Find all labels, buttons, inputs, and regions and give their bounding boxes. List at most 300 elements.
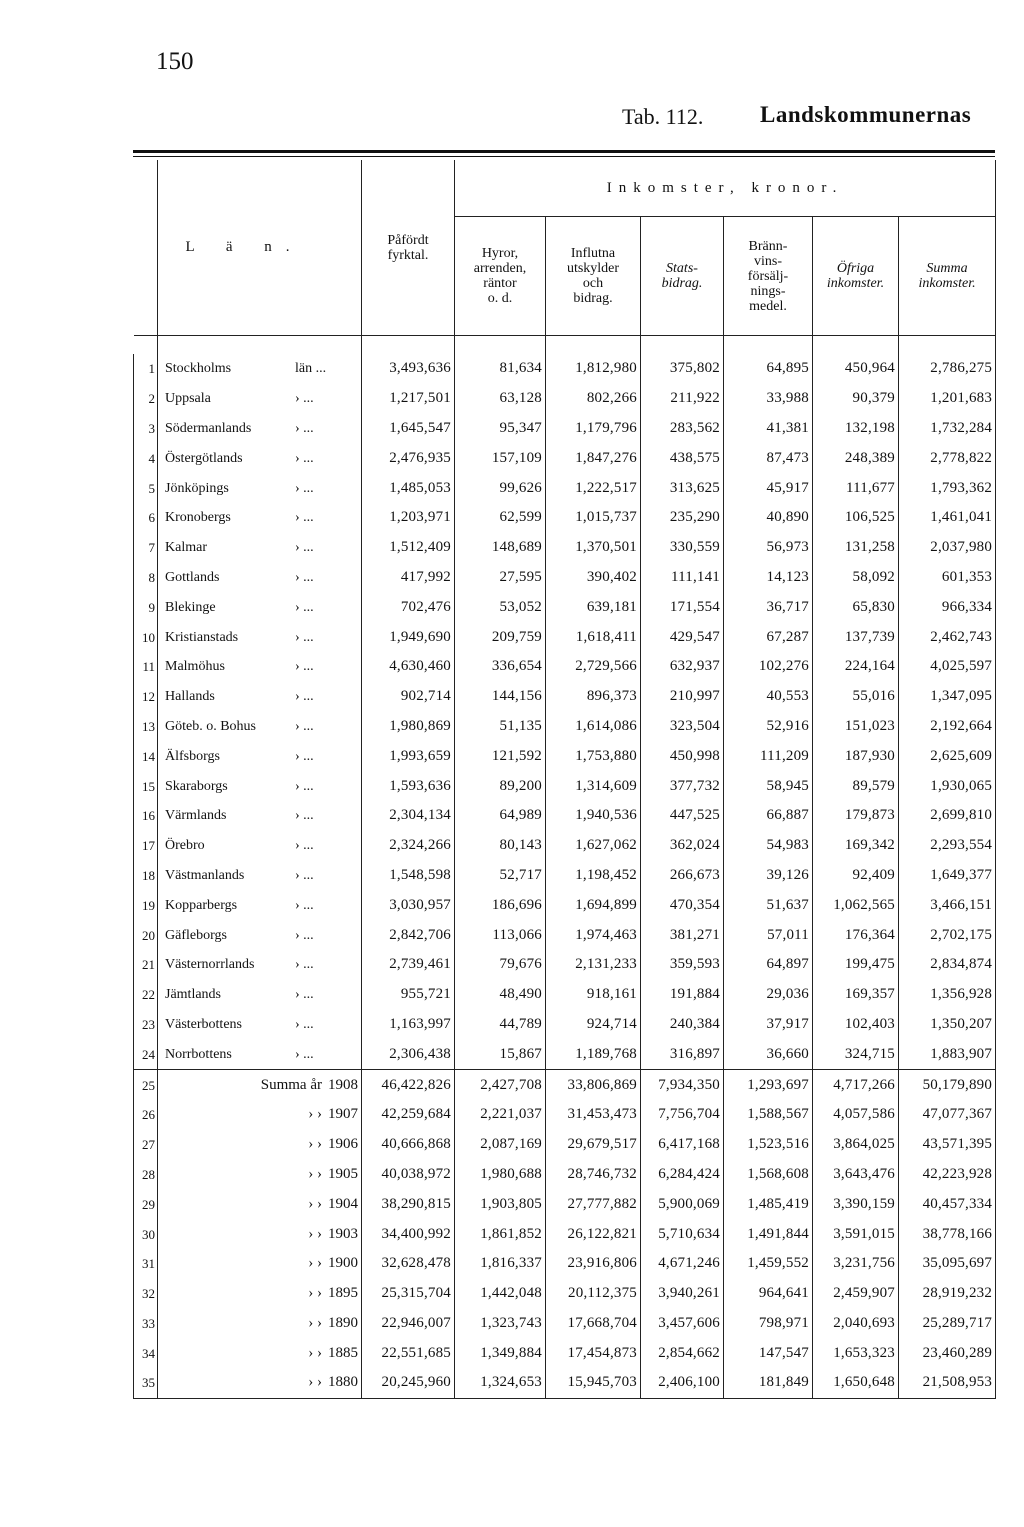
value-cell: 1,548,598 <box>362 861 455 891</box>
value-cell: 40,457,334 <box>899 1189 996 1219</box>
value-cell: 51,135 <box>455 712 546 742</box>
summary-label: Summa år <box>260 1076 322 1093</box>
value-cell: 26,122,821 <box>546 1219 641 1249</box>
value-cell: 80,143 <box>455 831 546 861</box>
value-cell: 210,997 <box>641 682 724 712</box>
row-number: 10 <box>134 622 158 652</box>
value-cell: 28,746,732 <box>546 1160 641 1190</box>
lan-cell <box>158 533 362 563</box>
column-header-line: arrenden, <box>473 261 527 276</box>
row-number: 9 <box>134 592 158 622</box>
value-cell: 1,523,516 <box>724 1130 813 1160</box>
value-cell: 3,940,261 <box>641 1279 724 1309</box>
lan-suffix: › ... <box>295 569 314 585</box>
value-cell: 41,381 <box>724 414 813 444</box>
table-row <box>134 503 996 533</box>
lan-name: Skaraborgs <box>165 778 228 794</box>
summary-year: 1906 <box>328 1136 358 1153</box>
value-cell: 20,112,375 <box>546 1279 641 1309</box>
value-cell: 313,625 <box>641 473 724 503</box>
row-number: 23 <box>134 1010 158 1040</box>
value-cell: 52,916 <box>724 712 813 742</box>
value-cell: 79,676 <box>455 950 546 980</box>
value-cell: 2,221,037 <box>455 1100 546 1130</box>
lan-cell <box>158 831 362 861</box>
value-cell: 2,476,935 <box>362 443 455 473</box>
pafordt-header <box>362 160 455 336</box>
value-cell: 470,354 <box>641 890 724 920</box>
column-header-line: Bränn- <box>748 238 788 254</box>
column-header-line: och <box>582 276 604 291</box>
value-cell: 240,384 <box>641 1010 724 1040</box>
summary-year: 1880 <box>328 1374 358 1391</box>
value-cell: 2,739,461 <box>362 950 455 980</box>
value-cell: 1,940,536 <box>546 801 641 831</box>
value-cell: 1,949,690 <box>362 622 455 652</box>
value-cell: 7,756,704 <box>641 1100 724 1130</box>
value-cell: 3,466,151 <box>899 890 996 920</box>
column-header-line: räntor <box>483 276 517 291</box>
lan-name: Stockholms <box>165 361 232 377</box>
lan-suffix: › ... <box>295 778 314 794</box>
column-header-line: vins- <box>754 253 782 269</box>
lan-name: Västerbottens <box>165 1016 242 1032</box>
table-row <box>134 622 996 652</box>
lan-cell <box>158 652 362 682</box>
value-cell: 37,917 <box>724 1010 813 1040</box>
value-cell: 40,666,868 <box>362 1130 455 1160</box>
spacer-cell <box>813 336 899 355</box>
value-cell: 1,588,567 <box>724 1100 813 1130</box>
table-row <box>134 980 996 1010</box>
value-cell: 56,973 <box>724 533 813 563</box>
value-cell: 447,525 <box>641 801 724 831</box>
value-cell: 1,650,648 <box>813 1368 899 1398</box>
row-number: 25 <box>134 1070 158 1100</box>
value-cell: 2,842,706 <box>362 920 455 950</box>
spacer-cell <box>134 336 158 355</box>
summary-row <box>134 1219 996 1249</box>
value-cell: 966,334 <box>899 592 996 622</box>
value-cell: 64,897 <box>724 950 813 980</box>
value-cell: 53,052 <box>455 592 546 622</box>
lan-suffix: › ... <box>295 897 314 913</box>
summary-row <box>134 1309 996 1339</box>
year-cell <box>158 1249 362 1279</box>
lan-cell <box>158 622 362 652</box>
value-cell: 15,867 <box>455 1039 546 1069</box>
value-cell: 62,599 <box>455 503 546 533</box>
lan-name: Kristianstads <box>165 629 239 645</box>
row-number: 1 <box>134 354 158 384</box>
value-cell: 34,400,992 <box>362 1219 455 1249</box>
lan-name: Kalmar <box>165 540 207 556</box>
value-cell: 336,654 <box>455 652 546 682</box>
value-cell: 4,630,460 <box>362 652 455 682</box>
value-cell: 40,553 <box>724 682 813 712</box>
summary-year: 1895 <box>328 1285 358 1302</box>
value-cell: 20,245,960 <box>362 1368 455 1398</box>
value-cell: 27,595 <box>455 563 546 593</box>
summary-year: 1904 <box>328 1195 358 1212</box>
value-cell: 2,087,169 <box>455 1130 546 1160</box>
value-cell: 23,916,806 <box>546 1249 641 1279</box>
column-header-line: bidrag. <box>573 291 613 306</box>
lan-cell <box>158 861 362 891</box>
value-cell: 3,493,636 <box>362 354 455 384</box>
summary-label: › › <box>308 1136 322 1153</box>
column-header-4 <box>724 217 813 336</box>
value-cell: 1,347,095 <box>899 682 996 712</box>
value-cell: 1,812,980 <box>546 354 641 384</box>
value-cell: 798,971 <box>724 1309 813 1339</box>
spacer-row <box>134 336 996 355</box>
value-cell: 4,025,597 <box>899 652 996 682</box>
value-cell: 39,126 <box>724 861 813 891</box>
table-row <box>134 801 996 831</box>
top-rule-thick <box>133 150 995 153</box>
value-cell: 2,854,662 <box>641 1338 724 1368</box>
value-cell: 64,895 <box>724 354 813 384</box>
value-cell: 359,593 <box>641 950 724 980</box>
row-number: 3 <box>134 414 158 444</box>
lan-suffix: › ... <box>295 927 314 943</box>
value-cell: 1,198,452 <box>546 861 641 891</box>
summary-year: 1900 <box>328 1255 358 1272</box>
table-row <box>134 1039 996 1069</box>
value-cell: 17,668,704 <box>546 1309 641 1339</box>
value-cell: 1,618,411 <box>546 622 641 652</box>
column-header-line: försälj- <box>747 268 789 284</box>
value-cell: 324,715 <box>813 1039 899 1069</box>
value-cell: 5,900,069 <box>641 1189 724 1219</box>
value-cell: 1,015,737 <box>546 503 641 533</box>
value-cell: 1,653,323 <box>813 1338 899 1368</box>
lan-cell <box>158 1039 362 1069</box>
value-cell: 330,559 <box>641 533 724 563</box>
statistics-table <box>133 160 996 1399</box>
table-row <box>134 920 996 950</box>
value-cell: 33,988 <box>724 384 813 414</box>
lan-name: Uppsala <box>165 391 211 407</box>
lan-name: Jönköpings <box>165 480 229 496</box>
value-cell: 58,945 <box>724 771 813 801</box>
row-number: 5 <box>134 473 158 503</box>
value-cell: 601,353 <box>899 563 996 593</box>
value-cell: 1,491,844 <box>724 1219 813 1249</box>
value-cell: 896,373 <box>546 682 641 712</box>
value-cell: 99,626 <box>455 473 546 503</box>
year-cell <box>158 1160 362 1190</box>
table-row <box>134 861 996 891</box>
summary-label: › › <box>308 1255 322 1272</box>
value-cell: 1,370,501 <box>546 533 641 563</box>
value-cell: 1,222,517 <box>546 473 641 503</box>
value-cell: 450,964 <box>813 354 899 384</box>
value-cell: 4,717,266 <box>813 1070 899 1100</box>
value-cell: 802,266 <box>546 384 641 414</box>
row-number: 19 <box>134 890 158 920</box>
lan-name: Hallands <box>165 689 215 705</box>
value-cell: 55,016 <box>813 682 899 712</box>
value-cell: 266,673 <box>641 861 724 891</box>
value-cell: 66,887 <box>724 801 813 831</box>
lan-cell <box>158 414 362 444</box>
column-header-line: bidrag. <box>661 276 703 291</box>
row-number: 35 <box>134 1368 158 1398</box>
lan-name: Kronobergs <box>165 510 231 526</box>
value-cell: 1,930,065 <box>899 771 996 801</box>
spacer-cell <box>455 336 546 355</box>
value-cell: 1,593,636 <box>362 771 455 801</box>
lan-suffix: › ... <box>295 957 314 973</box>
value-cell: 169,342 <box>813 831 899 861</box>
value-cell: 316,897 <box>641 1039 724 1069</box>
summary-row <box>134 1100 996 1130</box>
column-header-line: Summa <box>926 261 968 276</box>
value-cell: 181,849 <box>724 1368 813 1398</box>
spacer-cell <box>724 336 813 355</box>
column-header-5 <box>813 217 899 336</box>
value-cell: 25,289,717 <box>899 1309 996 1339</box>
lan-suffix: › ... <box>295 391 314 407</box>
row-number: 16 <box>134 801 158 831</box>
lan-name: Gottlands <box>165 569 220 585</box>
lan-name: Malmöhus <box>165 659 225 675</box>
value-cell: 2,192,664 <box>899 712 996 742</box>
value-cell: 47,077,367 <box>899 1100 996 1130</box>
value-cell: 42,259,684 <box>362 1100 455 1130</box>
lan-suffix: › ... <box>295 599 314 615</box>
lan-cell <box>158 950 362 980</box>
row-number-header <box>134 160 158 336</box>
value-cell: 1,201,683 <box>899 384 996 414</box>
table-row <box>134 890 996 920</box>
value-cell: 179,873 <box>813 801 899 831</box>
year-cell <box>158 1100 362 1130</box>
value-cell: 45,917 <box>724 473 813 503</box>
lan-cell <box>158 473 362 503</box>
table-row <box>134 443 996 473</box>
value-cell: 6,417,168 <box>641 1130 724 1160</box>
row-number: 29 <box>134 1189 158 1219</box>
value-cell: 1,883,907 <box>899 1039 996 1069</box>
lan-name: Västmanlands <box>165 867 245 883</box>
value-cell: 187,930 <box>813 741 899 771</box>
value-cell: 14,123 <box>724 563 813 593</box>
value-cell: 1,189,768 <box>546 1039 641 1069</box>
column-header-line: inkomster. <box>918 276 976 291</box>
value-cell: 38,290,815 <box>362 1189 455 1219</box>
row-number: 2 <box>134 384 158 414</box>
value-cell: 121,592 <box>455 741 546 771</box>
year-cell <box>158 1219 362 1249</box>
table-label: Tab. 112. <box>622 104 704 129</box>
row-number: 13 <box>134 712 158 742</box>
row-number: 31 <box>134 1249 158 1279</box>
lan-header: L ä n. <box>158 160 362 336</box>
value-cell: 1,203,971 <box>362 503 455 533</box>
lan-cell <box>158 920 362 950</box>
column-header-line: medel. <box>749 298 787 314</box>
lan-suffix: › ... <box>295 659 314 675</box>
table-title: Landskommunernas <box>760 102 972 127</box>
column-header-line: Influtna <box>570 246 616 261</box>
lan-name: Västernorrlands <box>165 957 255 973</box>
value-cell: 3,231,756 <box>813 1249 899 1279</box>
value-cell: 40,890 <box>724 503 813 533</box>
value-cell: 375,802 <box>641 354 724 384</box>
value-cell: 54,983 <box>724 831 813 861</box>
value-cell: 1,645,547 <box>362 414 455 444</box>
value-cell: 6,284,424 <box>641 1160 724 1190</box>
top-rule-thin <box>133 156 995 157</box>
value-cell: 2,131,233 <box>546 950 641 980</box>
summary-label: › › <box>308 1225 322 1242</box>
summary-row <box>134 1070 996 1100</box>
lan-name: Göteb. o. Bohus <box>165 718 256 734</box>
column-header-line: nings- <box>750 283 786 299</box>
value-cell: 2,293,554 <box>899 831 996 861</box>
table-row <box>134 712 996 742</box>
value-cell: 3,390,159 <box>813 1189 899 1219</box>
value-cell: 151,023 <box>813 712 899 742</box>
value-cell: 1,732,284 <box>899 414 996 444</box>
table-row <box>134 950 996 980</box>
lan-suffix: › ... <box>295 689 314 705</box>
value-cell: 169,357 <box>813 980 899 1010</box>
lan-suffix: › ... <box>295 450 314 466</box>
year-cell <box>158 1189 362 1219</box>
table-row <box>134 741 996 771</box>
row-number: 6 <box>134 503 158 533</box>
table-row <box>134 831 996 861</box>
value-cell: 2,834,874 <box>899 950 996 980</box>
value-cell: 955,721 <box>362 980 455 1010</box>
column-header-line: Stats- <box>666 261 698 276</box>
value-cell: 29,679,517 <box>546 1130 641 1160</box>
value-cell: 1,793,362 <box>899 473 996 503</box>
row-number: 33 <box>134 1309 158 1339</box>
value-cell: 3,030,957 <box>362 890 455 920</box>
table-row <box>134 563 996 593</box>
value-cell: 46,422,826 <box>362 1070 455 1100</box>
value-cell: 17,454,873 <box>546 1338 641 1368</box>
column-header-line: Öfriga <box>836 261 875 276</box>
value-cell: 52,717 <box>455 861 546 891</box>
value-cell: 22,946,007 <box>362 1309 455 1339</box>
row-number: 27 <box>134 1130 158 1160</box>
value-cell: 1,816,337 <box>455 1249 546 1279</box>
value-cell: 87,473 <box>724 443 813 473</box>
value-cell: 211,922 <box>641 384 724 414</box>
value-cell: 31,453,473 <box>546 1100 641 1130</box>
value-cell: 377,732 <box>641 771 724 801</box>
lan-cell <box>158 980 362 1010</box>
value-cell: 632,937 <box>641 652 724 682</box>
value-cell: 283,562 <box>641 414 724 444</box>
lan-name: Örebro <box>165 838 205 854</box>
value-cell: 235,290 <box>641 503 724 533</box>
summary-row <box>134 1368 996 1398</box>
value-cell: 2,786,275 <box>899 354 996 384</box>
row-number: 24 <box>134 1039 158 1069</box>
row-number: 15 <box>134 771 158 801</box>
lan-suffix: › ... <box>295 540 314 556</box>
value-cell: 2,306,438 <box>362 1039 455 1069</box>
summary-label: › › <box>308 1374 322 1391</box>
value-cell: 64,989 <box>455 801 546 831</box>
table-row <box>134 354 996 384</box>
value-cell: 2,037,980 <box>899 533 996 563</box>
value-cell: 1,324,653 <box>455 1368 546 1398</box>
lan-cell <box>158 354 362 384</box>
value-cell: 2,040,693 <box>813 1309 899 1339</box>
spacer-cell <box>158 336 362 355</box>
summary-label: › › <box>308 1165 322 1182</box>
value-cell: 1,512,409 <box>362 533 455 563</box>
value-cell: 113,066 <box>455 920 546 950</box>
year-cell <box>158 1279 362 1309</box>
value-cell: 417,992 <box>362 563 455 593</box>
value-cell: 1,847,276 <box>546 443 641 473</box>
value-cell: 42,223,928 <box>899 1160 996 1190</box>
lan-name: Norrbottens <box>165 1046 232 1062</box>
value-cell: 3,591,015 <box>813 1219 899 1249</box>
row-number: 21 <box>134 950 158 980</box>
value-cell: 1,980,869 <box>362 712 455 742</box>
pafordt-header-line: fyrktal. <box>387 247 429 263</box>
value-cell: 5,710,634 <box>641 1219 724 1249</box>
value-cell: 209,759 <box>455 622 546 652</box>
table-row <box>134 1010 996 1040</box>
lan-suffix: › ... <box>295 748 314 764</box>
summary-label: › › <box>308 1344 322 1361</box>
value-cell: 27,777,882 <box>546 1189 641 1219</box>
value-cell: 50,179,890 <box>899 1070 996 1100</box>
value-cell: 1,356,928 <box>899 980 996 1010</box>
spacer-cell <box>546 336 641 355</box>
value-cell: 902,714 <box>362 682 455 712</box>
column-header-line: utskylder <box>566 261 620 276</box>
value-cell: 924,714 <box>546 1010 641 1040</box>
value-cell: 1,980,688 <box>455 1160 546 1190</box>
lan-name: Södermanlands <box>165 420 252 436</box>
value-cell: 7,934,350 <box>641 1070 724 1100</box>
row-number: 28 <box>134 1160 158 1190</box>
value-cell: 40,038,972 <box>362 1160 455 1190</box>
value-cell: 3,643,476 <box>813 1160 899 1190</box>
lan-suffix: › ... <box>295 420 314 436</box>
row-number: 14 <box>134 741 158 771</box>
value-cell: 1,163,997 <box>362 1010 455 1040</box>
lan-suffix: › ... <box>295 987 314 1003</box>
value-cell: 918,161 <box>546 980 641 1010</box>
value-cell: 1,649,377 <box>899 861 996 891</box>
lan-suffix: › ... <box>295 629 314 645</box>
value-cell: 1,614,086 <box>546 712 641 742</box>
value-cell: 25,315,704 <box>362 1279 455 1309</box>
page-number: 150 <box>156 48 194 75</box>
value-cell: 1,062,565 <box>813 890 899 920</box>
value-cell: 90,379 <box>813 384 899 414</box>
value-cell: 2,625,609 <box>899 741 996 771</box>
summary-year: 1908 <box>328 1076 358 1093</box>
value-cell: 381,271 <box>641 920 724 950</box>
row-number: 17 <box>134 831 158 861</box>
lan-cell <box>158 384 362 414</box>
value-cell: 15,945,703 <box>546 1368 641 1398</box>
